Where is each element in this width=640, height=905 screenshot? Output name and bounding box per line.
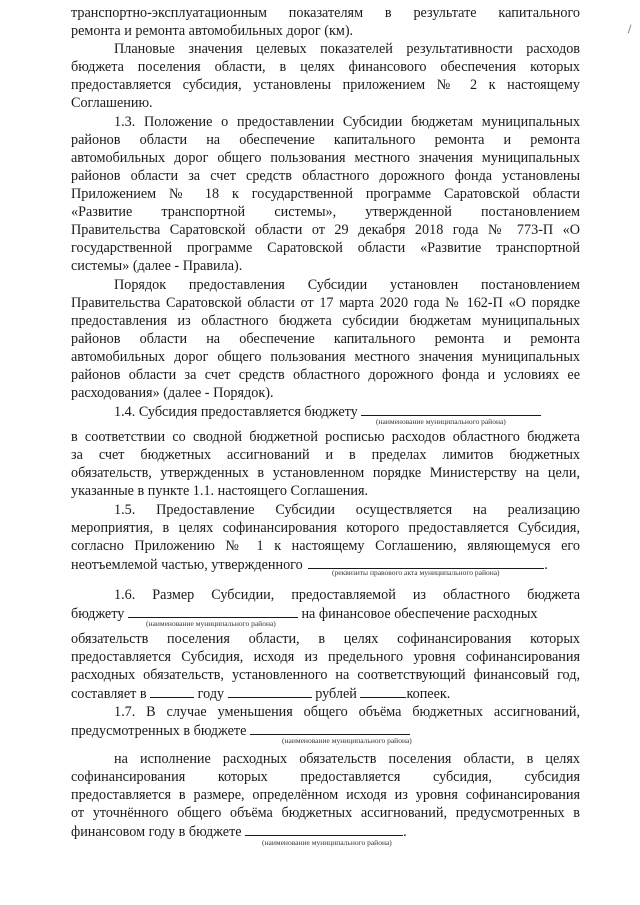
district-name-blank xyxy=(245,822,403,836)
text-line: расходных обязательств, установленного на соответствующий финансовый год, xyxy=(71,667,580,683)
text-segment: рублей xyxy=(315,686,357,702)
text-line: обязательств поселения области, в целях софинансирования которых xyxy=(71,631,580,647)
text-line: Приложением № 18 к государственной программе Саратовской области xyxy=(71,186,580,202)
text-line: системы» (далее - Правила). xyxy=(71,258,243,274)
text-line: за счет бюджетных ассигнований и в пределах лимитов бюджетных xyxy=(71,447,580,463)
text-line: в соответствии со сводной бюджетной росписью расходов областного бюджета xyxy=(71,429,580,445)
text-line: автомобильных дорог общего пользования местного значения муниципальных xyxy=(71,150,580,166)
kopecks-blank xyxy=(360,684,406,698)
text-line: автомобильных дорог общего пользования местного значения муниципальных xyxy=(71,349,580,365)
clause-1-5-tail: неотъемлемой частью, утвержденного xyxy=(71,557,303,573)
text-line: обязательств, утвержденных в установленном порядке Министерству на цели, xyxy=(71,465,580,481)
field-caption: (наименование муниципального района) xyxy=(146,619,276,628)
text-line: мероприятия, в целях софинансирования которого предоставляется Субсидия, xyxy=(71,520,580,536)
text-line: софинансирования которых предоставляется субсидия, субсидия xyxy=(71,769,580,785)
text-line: 1.6. Размер Субсидии, предоставляемой из областного бюджета xyxy=(114,587,580,603)
text-line: «Развитие транспортной системы», утвержденной постановлением xyxy=(71,204,580,220)
text-line: районов области на обеспечение капитального ремонта и ремонта xyxy=(71,132,580,148)
budget-word: бюджету xyxy=(71,606,125,622)
text-segment: копеек. xyxy=(406,686,451,702)
text-segment: составляет в xyxy=(71,686,147,702)
text-line: 1.5. Предоставление Субсидии осуществляется на реализацию xyxy=(114,502,580,518)
text-line: на исполнение расходных обязательств поселения области, в целях xyxy=(114,751,580,767)
text-line: 1.3. Положение о предоставлении Субсидии бюджетам муниципальных xyxy=(114,114,580,130)
text-line: транспортно-эксплуатационным показателям в результате капитального xyxy=(71,5,580,21)
text-line: районов области на обеспечение капитального ремонта и ремонта xyxy=(71,331,580,347)
text-line: ремонта и ремонта автомобильных дорог (км). xyxy=(71,23,354,39)
legal-act-blank xyxy=(308,555,544,569)
field-caption: (наименование муниципального района) xyxy=(262,838,392,847)
text-line: предоставления из областного бюджета субсидии бюджетам муниципальных xyxy=(71,313,580,329)
text-line: Плановые значения целевых показателей результативности расходов xyxy=(114,41,580,57)
text-line: предоставляется в размере, определённом исходя из уровня софинансирования xyxy=(71,787,580,803)
text-line: районов области за счет средств областного дорожного фонда и условиях ее xyxy=(71,367,580,383)
clause-1-4-text: 1.4. Субсидия предоставляется бюджету xyxy=(114,404,358,420)
text-line: предоставляется Субсидия, исходя из предельного уровня софинансирования xyxy=(71,649,580,665)
text-line: расходования» (далее - Порядок). xyxy=(71,385,274,401)
district-name-blank xyxy=(250,721,410,735)
text-segment: году xyxy=(197,686,225,702)
text-segment: предусмотренных в бюджете xyxy=(71,723,247,739)
text-line: Правительства Саратовской области от 29 декабря 2018 года № 773-П «О xyxy=(71,222,580,238)
rubles-blank xyxy=(228,684,312,698)
field-caption: (наименование муниципального района) xyxy=(376,417,506,426)
district-name-blank xyxy=(361,402,541,416)
year-blank xyxy=(150,684,194,698)
text-segment: финансовом году в бюджете xyxy=(71,824,242,840)
text-line: Порядок предоставления Субсидии установлен постановлением xyxy=(114,277,580,293)
text-line: районов области за счет средств областного дорожного фонда установлены xyxy=(71,168,580,184)
text-line: Соглашению. xyxy=(71,95,153,111)
margin-mark xyxy=(628,24,636,34)
field-caption: (реквизиты правового акта муниципального района) xyxy=(332,568,500,577)
text-line xyxy=(71,684,580,703)
text-line: Правительства Саратовской области от 17 марта 2020 года № 162-П «О порядке xyxy=(71,295,580,311)
text-line: государственной программе Саратовской области «Развитие транспортной xyxy=(71,240,580,256)
text-line: указанные в пункте 1.1. настоящего Соглашения. xyxy=(71,483,369,499)
text-line: согласно Приложению № 1 к настоящему Соглашению, являющемуся его xyxy=(71,538,580,554)
district-name-blank xyxy=(128,604,298,618)
period-mark: . xyxy=(403,824,407,840)
text-line: от уточнённого общего объёма бюджетных ассигнований, предусмотренных в xyxy=(71,805,580,821)
text-segment: на финансовое обеспечение расходных xyxy=(301,606,538,622)
text-line: предоставляется субсидия, установлены приложением № 2 к настоящему xyxy=(71,77,580,93)
text-line xyxy=(114,402,580,421)
text-line: бюджета поселения области, в целях финансового обеспечения которых xyxy=(71,59,580,75)
text-line xyxy=(71,555,580,574)
text-line: 1.7. В случае уменьшения общего объёма бюджетных ассигнований, xyxy=(114,704,580,720)
field-caption: (наименование муниципального района) xyxy=(282,736,412,745)
period-mark: . xyxy=(544,557,548,573)
